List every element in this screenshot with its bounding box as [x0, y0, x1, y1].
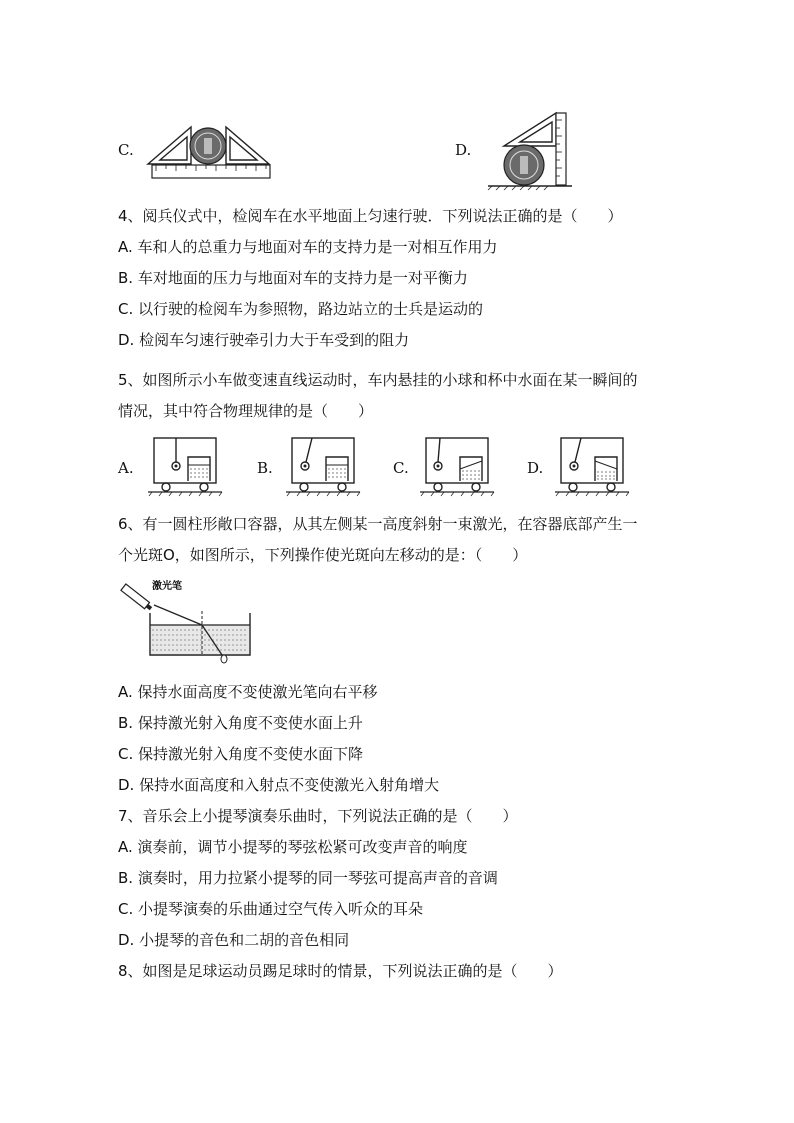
- q8-stem: 8、如图是足球运动员踢足球时的情景，下列说法正确的是（ ）: [118, 962, 563, 980]
- q4-option-c: C. 以行驶的检阅车为参照物，路边站立的士兵是运动的: [118, 300, 484, 318]
- q5-figure-d: [553, 435, 633, 497]
- q6-laser-figure: [118, 583, 258, 667]
- q6-stem-line2: 个光斑O，如图所示，下列操作使光斑向左移动的是：（ ）: [118, 546, 528, 564]
- q5-option-a-label: A.: [118, 459, 134, 477]
- q6-figure-label: 激光笔: [152, 581, 182, 592]
- q5-option-c-label: C.: [393, 459, 409, 477]
- q6-stem-line1: 6、有一圆柱形敞口容器，从其左侧某一高度斜射一束激光，在容器底部产生一: [118, 515, 638, 533]
- q7-option-a: A. 演奏前，调节小提琴的琴弦松紧可改变声音的响度: [118, 838, 468, 856]
- q7-stem: 7、音乐会上小提琴演奏乐曲时，下列说法正确的是（ ）: [118, 807, 518, 825]
- q3-option-c-label: C.: [118, 141, 134, 159]
- q5-stem-line1: 5、如图所示小车做变速直线运动时，车内悬挂的小球和杯中水面在某一瞬间的: [118, 371, 638, 389]
- q4-option-d: D. 检阅车匀速行驶牵引力大于车受到的阻力: [118, 331, 410, 349]
- q7-option-c: C. 小提琴演奏的乐曲通过空气传入听众的耳朵: [118, 900, 424, 918]
- q6-option-d: D. 保持水面高度和入射点不变使激光入射角增大: [118, 776, 440, 794]
- q7-option-d: D. 小提琴的音色和二胡的音色相同: [118, 931, 350, 949]
- q5-option-d-label: D.: [527, 459, 544, 477]
- q7-option-b: B. 演奏时，用力拉紧小提琴的同一琴弦可提高声音的音调: [118, 869, 498, 887]
- q6-option-a: A. 保持水面高度不变使激光笔向右平移: [118, 683, 378, 701]
- q5-figure-a: [146, 435, 226, 497]
- q3-figure-d: [486, 110, 576, 190]
- q6-option-c: C. 保持激光射入角度不变使水面下降: [118, 745, 364, 763]
- q6-option-b: B. 保持激光射入角度不变使水面上升: [118, 714, 363, 732]
- q5-figure-c: [418, 435, 498, 497]
- q4-option-b: B. 车对地面的压力与地面对车的支持力是一对平衡力: [118, 269, 468, 287]
- q3-option-d-label: D.: [455, 141, 472, 159]
- q4-stem: 4、阅兵仪式中，检阅车在水平地面上匀速行驶．下列说法正确的是（ ）: [118, 207, 623, 225]
- q5-option-b-label: B.: [257, 459, 273, 477]
- q4-option-a: A. 车和人的总重力与地面对车的支持力是一对相互作用力: [118, 238, 498, 256]
- q3-figure-c: [146, 124, 276, 184]
- q5-figure-b: [284, 435, 364, 497]
- q5-stem-line2: 情况，其中符合物理规律的是（ ）: [118, 402, 374, 420]
